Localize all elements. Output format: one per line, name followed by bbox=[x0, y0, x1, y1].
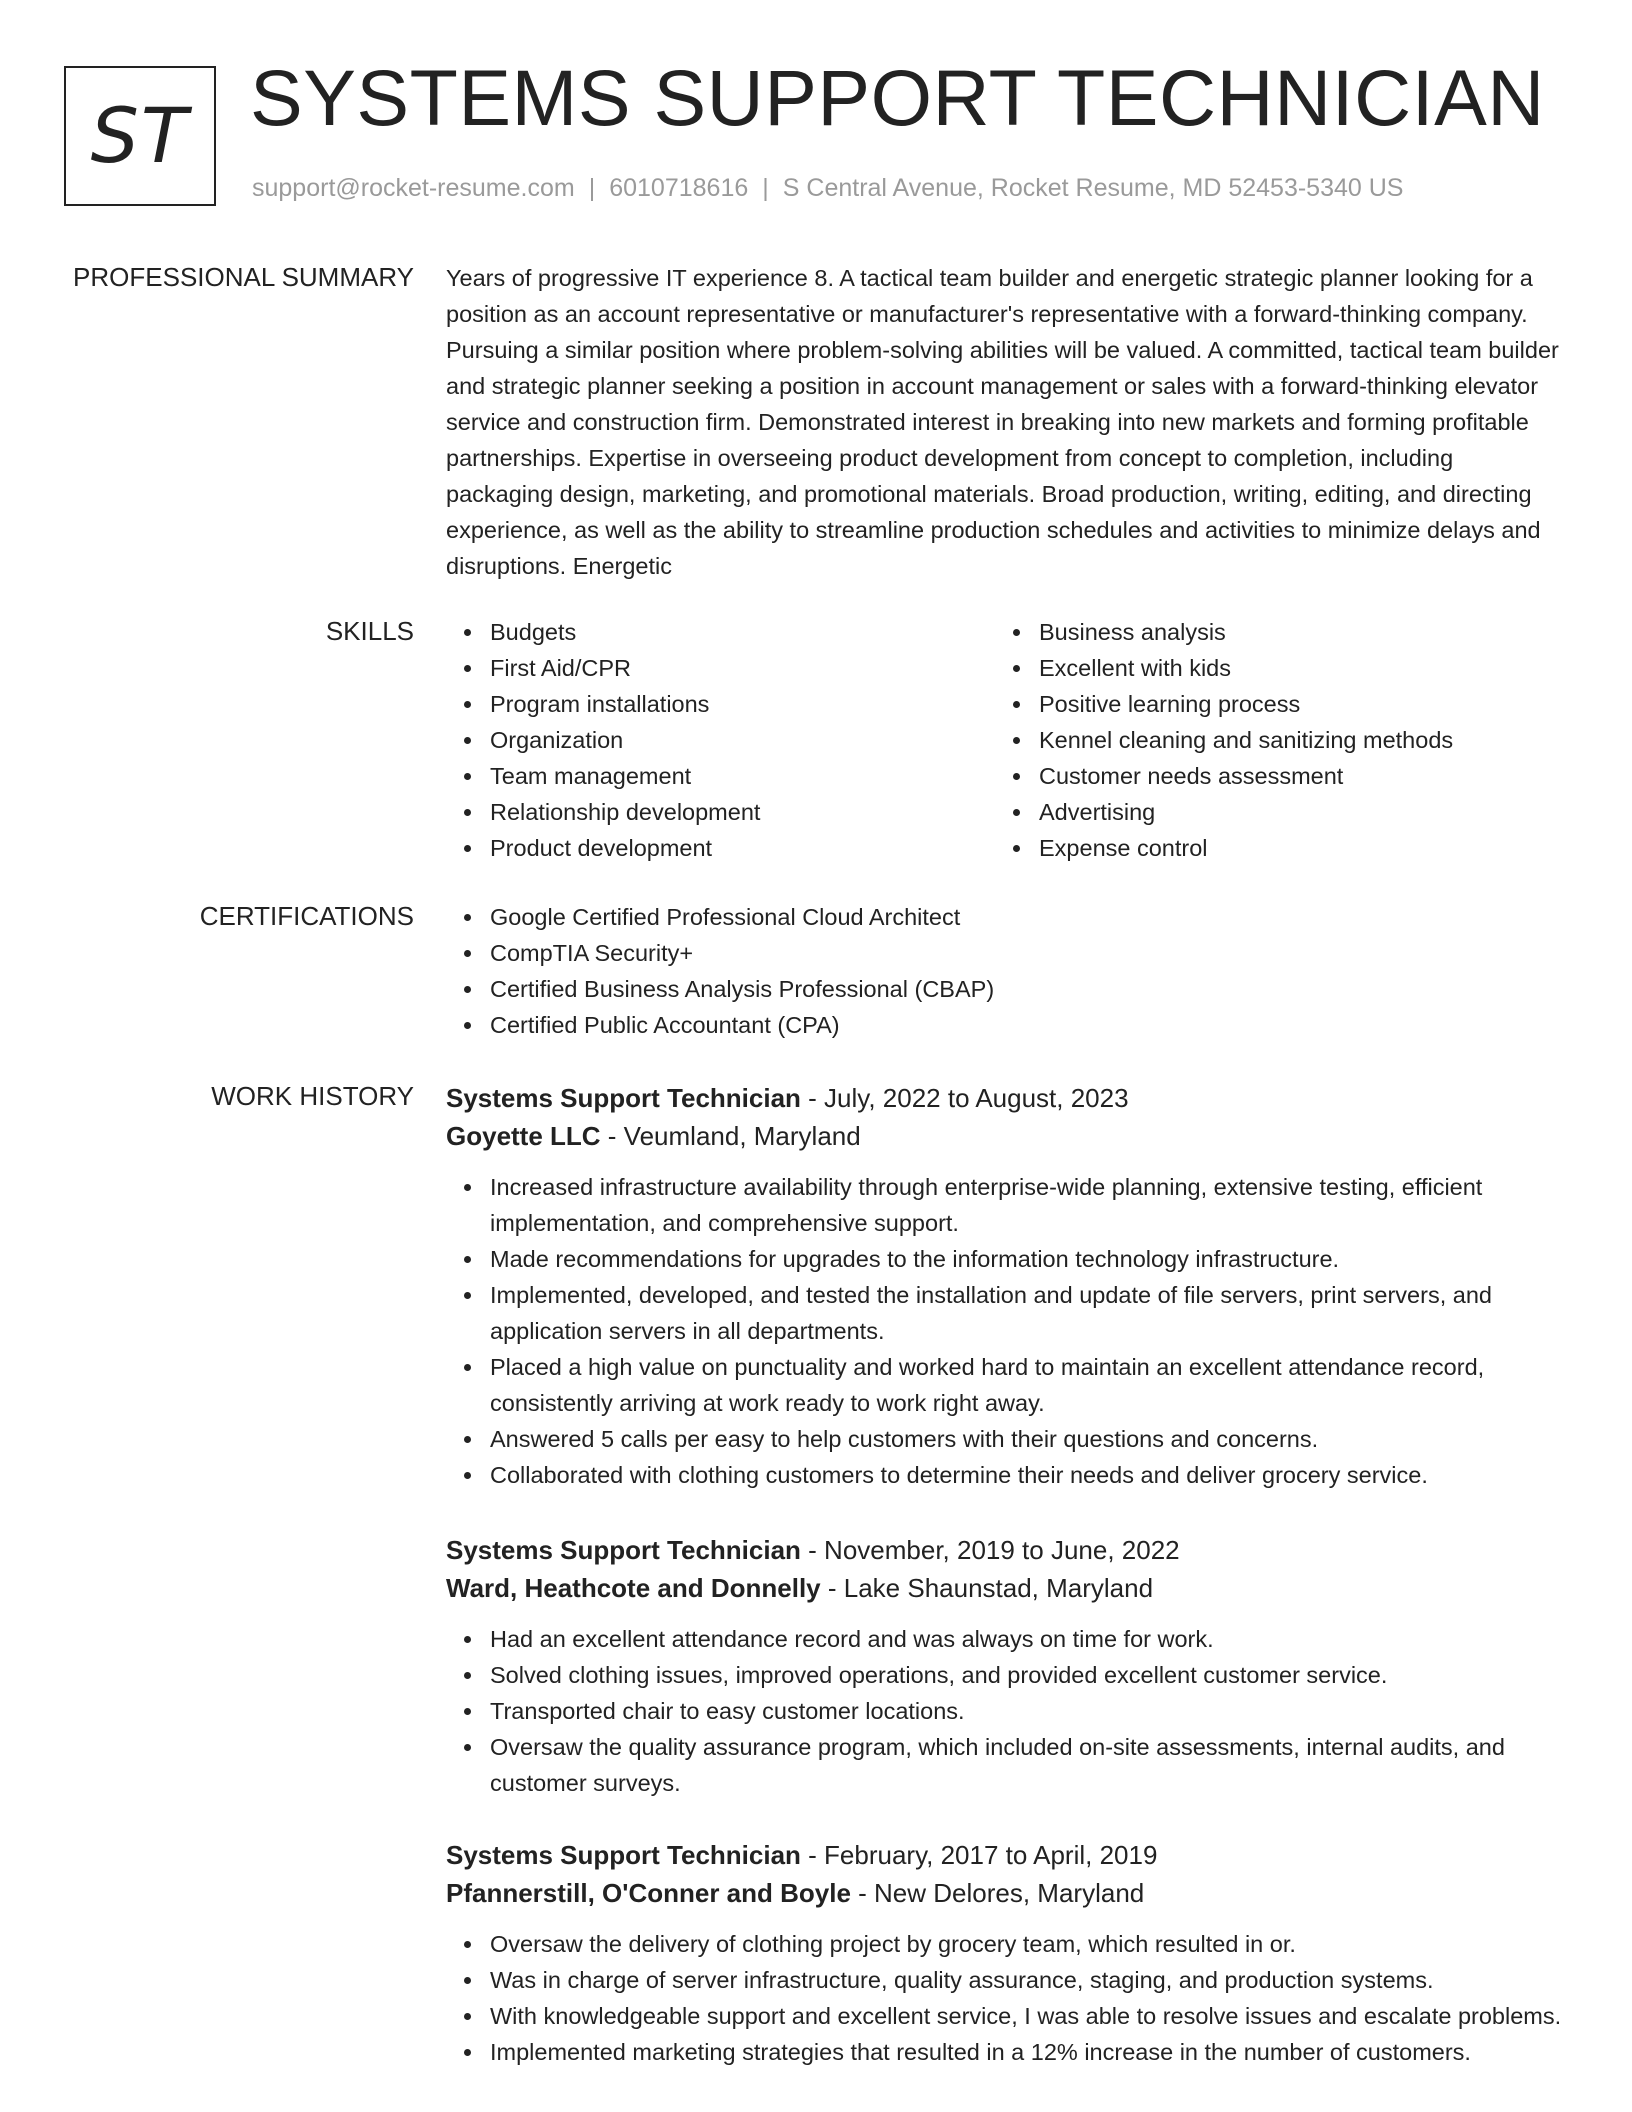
job-company: Goyette LLC bbox=[446, 1121, 601, 1151]
job-entry bbox=[446, 1531, 1562, 1801]
certification-item: Certified Business Analysis Professional (CBAP) bbox=[446, 971, 1562, 1007]
job-dates: - February, 2017 to April, 2019 bbox=[800, 1840, 1158, 1870]
skill-item: First Aid/CPR bbox=[446, 650, 995, 686]
contact-email[interactable]: support@rocket-resume.com bbox=[252, 174, 575, 202]
job-title: Systems Support Technician bbox=[446, 1535, 801, 1565]
skill-item: Budgets bbox=[446, 614, 995, 650]
job-bullet: Answered 5 calls per easy to help customers with their questions and concerns. bbox=[446, 1421, 1562, 1457]
job-bullet: Oversaw the quality assurance program, which included on-site assessments, internal audits, and customer surveys. bbox=[446, 1729, 1562, 1801]
job-location: - Lake Shaunstad, Maryland bbox=[820, 1573, 1154, 1603]
certifications-list bbox=[446, 899, 1562, 1043]
summary-heading: PROFESSIONAL SUMMARY bbox=[73, 262, 414, 292]
skills-heading: SKILLS bbox=[325, 616, 414, 646]
job-entry bbox=[446, 1836, 1562, 2070]
job-location: - Veumland, Maryland bbox=[600, 1121, 861, 1151]
contact-separator: | bbox=[762, 174, 769, 202]
job-bullet: With knowledgeable support and excellent service, I was able to resolve issues and escalate problems. bbox=[446, 1998, 1562, 2034]
job-bullet: Was in charge of server infrastructure, quality assurance, staging, and production systems. bbox=[446, 1962, 1562, 1998]
summary-text: Years of progressive IT experience 8. A tactical team builder and energetic strategic planner looking for a position as an account representative or manufacturer's representative with a forward-thinking company. Pursuing a similar position where problem-solving abilities will be valued. A committed, tactical team builder and strategic planner seeking a position in account management or sales with a forward-thinking elevator service and construction firm. Demonstrated interest in breaking into new markets and forming profitable partnerships. Expertise in overseeing product development from concept to completion, including packaging design, marketing, and promotional materials. Broad production, writing, editing, and directing experience, as well as the ability to streamline production schedules and activities to minimize delays and disruptions. Energetic bbox=[446, 265, 1559, 579]
certifications-heading: CERTIFICATIONS bbox=[199, 901, 414, 931]
monogram-initials: ST bbox=[90, 91, 190, 180]
certification-item: Certified Public Accountant (CPA) bbox=[446, 1007, 1562, 1043]
contact-phone[interactable]: 6010718616 bbox=[609, 174, 749, 202]
job-dates: - July, 2022 to August, 2023 bbox=[800, 1083, 1129, 1113]
job-title: Systems Support Technician bbox=[446, 1083, 801, 1113]
job-bullet: Placed a high value on punctuality and worked hard to maintain an excellent attendance record, consistently arriving at work ready to work right away. bbox=[446, 1349, 1562, 1421]
job-bullet: Made recommendations for upgrades to the information technology infrastructure. bbox=[446, 1241, 1562, 1277]
job-location: - New Delores, Maryland bbox=[850, 1878, 1145, 1908]
job-company: Pfannerstill, O'Conner and Boyle bbox=[446, 1878, 851, 1908]
contact-address: S Central Avenue, Rocket Resume, MD 52453-5340 US bbox=[782, 174, 1404, 202]
skill-item: Customer needs assessment bbox=[995, 758, 1544, 794]
resume-title: SYSTEMS SUPPORT TECHNICIAN bbox=[250, 53, 1545, 142]
work-history-heading: WORK HISTORY bbox=[211, 1081, 414, 1111]
job-company-line bbox=[446, 1874, 1562, 1912]
skill-item: Positive learning process bbox=[995, 686, 1544, 722]
skill-item: Excellent with kids bbox=[995, 650, 1544, 686]
skill-item: Kennel cleaning and sanitizing methods bbox=[995, 722, 1544, 758]
job-bullet: Implemented marketing strategies that resulted in a 12% increase in the number of customers. bbox=[446, 2034, 1562, 2070]
job-company-line bbox=[446, 1569, 1562, 1607]
skills-list bbox=[446, 614, 1562, 866]
skill-item: Relationship development bbox=[446, 794, 995, 830]
skill-item: Program installations bbox=[446, 686, 995, 722]
monogram-badge bbox=[64, 66, 216, 206]
job-bullets bbox=[446, 1926, 1562, 2070]
job-bullet: Transported chair to easy customer locations. bbox=[446, 1693, 1562, 1729]
contact-line bbox=[252, 176, 1403, 201]
skills-column-right bbox=[995, 614, 1544, 866]
job-bullet: Implemented, developed, and tested the installation and update of file servers, print servers, and application servers in all departments. bbox=[446, 1277, 1562, 1349]
skill-item: Advertising bbox=[995, 794, 1544, 830]
job-bullet: Increased infrastructure availability through enterprise-wide planning, extensive testing, efficient implementation, and comprehensive support. bbox=[446, 1169, 1562, 1241]
job-bullets bbox=[446, 1169, 1562, 1493]
job-company: Ward, Heathcote and Donnelly bbox=[446, 1573, 821, 1603]
job-dates: - November, 2019 to June, 2022 bbox=[800, 1535, 1180, 1565]
job-title-line bbox=[446, 1836, 1562, 1874]
contact-separator: | bbox=[588, 174, 596, 202]
job-entry bbox=[446, 1079, 1562, 1493]
skill-item: Team management bbox=[446, 758, 995, 794]
skill-item: Business analysis bbox=[995, 614, 1544, 650]
job-bullet: Oversaw the delivery of clothing project by grocery team, which resulted in or. bbox=[446, 1926, 1562, 1962]
certification-item: CompTIA Security+ bbox=[446, 935, 1562, 971]
job-title-line bbox=[446, 1531, 1562, 1569]
job-bullet: Had an excellent attendance record and was always on time for work. bbox=[446, 1621, 1562, 1657]
skill-item: Expense control bbox=[995, 830, 1544, 866]
job-bullet: Solved clothing issues, improved operations, and provided excellent customer service. bbox=[446, 1657, 1562, 1693]
skill-item: Product development bbox=[446, 830, 995, 866]
job-bullets bbox=[446, 1621, 1562, 1801]
job-title-line bbox=[446, 1079, 1562, 1117]
job-title: Systems Support Technician bbox=[446, 1840, 801, 1870]
skill-item: Organization bbox=[446, 722, 995, 758]
skills-column-left bbox=[446, 614, 995, 866]
job-bullet: Collaborated with clothing customers to determine their needs and deliver grocery service. bbox=[446, 1457, 1562, 1493]
job-company-line bbox=[446, 1117, 1562, 1155]
certification-item: Google Certified Professional Cloud Architect bbox=[446, 899, 1562, 935]
